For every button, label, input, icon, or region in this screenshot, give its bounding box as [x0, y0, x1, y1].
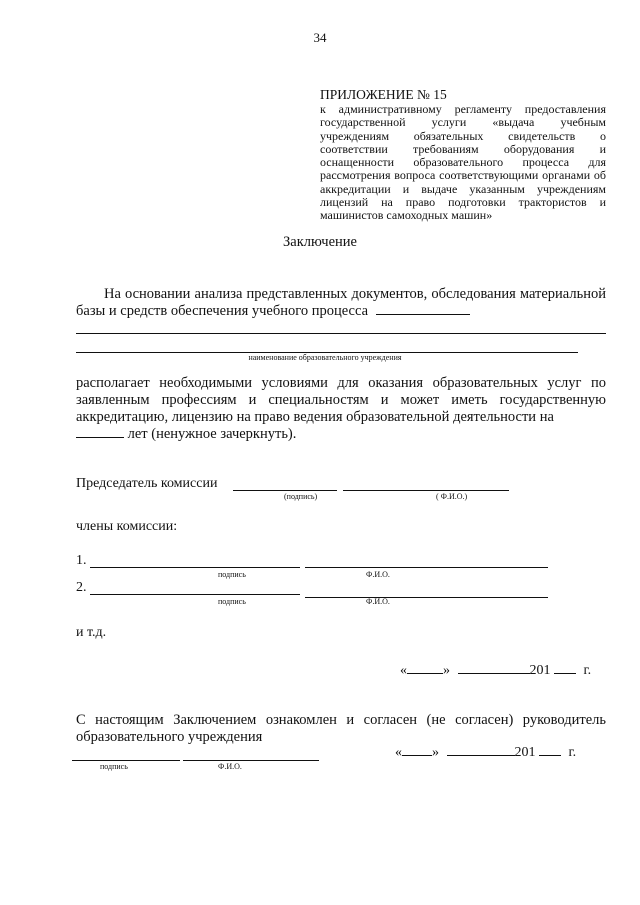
ack-date: [395, 745, 576, 761]
member-1-signature-caption: подпись: [218, 570, 246, 579]
etc-label: и т.д.: [76, 625, 107, 640]
date-year-suffix: г.: [583, 663, 592, 678]
date-year-blank[interactable]: [554, 673, 576, 674]
page-number: 34: [313, 30, 327, 45]
member-1-number: 1.: [76, 553, 87, 568]
ack-name-caption: Ф.И.О.: [218, 762, 242, 771]
ack-date-month-blank[interactable]: [447, 755, 515, 756]
main-text-part2: лет (ненужное зачеркнуть).: [127, 426, 297, 442]
member-2-signature-line[interactable]: [90, 594, 300, 595]
member-2-name-line[interactable]: [305, 597, 548, 598]
ack-date-year-suffix: г.: [568, 745, 577, 760]
date-month-blank[interactable]: [458, 673, 530, 674]
ack-date-open-quote: «: [395, 745, 402, 760]
acknowledgment-text: С настоящим Заключением ознакомлен и согласен (не согласен) руководитель образовательного учреждения: [76, 712, 606, 745]
intro-text: На основании анализа представленных документов, обследования материальной базы и средств обеспечения учебного процесса: [76, 286, 606, 319]
appendix-text: к административному регламенту предоставления государственной услуги «выдача учебным учреждениям обязательных свидетельств о соответствии требованиям оборудования и оснащенности образовательного процесса для рассмотрения вопроса соответствующими органами об аккредитации и выдаче указанным учреждениям лицензий на право подготовки трактористов и машинистов самоходных машин»: [320, 102, 606, 223]
ack-signature-line[interactable]: [72, 760, 180, 761]
member-1-name-caption: Ф.И.О.: [366, 570, 390, 579]
intro-blank-line[interactable]: [376, 314, 470, 315]
date-open-quote: «: [400, 663, 407, 678]
member-2-signature-caption: подпись: [218, 597, 246, 606]
ack-date-day-blank[interactable]: [402, 755, 432, 756]
ack-date-year-blank[interactable]: [539, 755, 561, 756]
member-2-name-caption: Ф.И.О.: [366, 597, 390, 606]
intro-paragraph: [76, 286, 606, 320]
chairman-signature-line[interactable]: [233, 490, 337, 491]
date-day-blank[interactable]: [407, 673, 443, 674]
chairman-signature-caption: (подпись): [284, 492, 318, 501]
ack-date-year-prefix: 201: [514, 745, 536, 760]
main-paragraph: [76, 375, 606, 443]
ack-signature-caption: подпись: [100, 762, 128, 771]
chairman-name-line[interactable]: [343, 490, 509, 491]
chairman-name-caption: ( Ф.И.О.): [436, 492, 468, 501]
date-close-quote: »: [443, 663, 450, 678]
main-text-part1: располагает необходимыми условиями для оказания образовательных услуг по заявленным профессиям и специальностям и может иметь государственную аккредитацию, лицензию на право ведения образовательной деятельности на: [76, 375, 606, 425]
institution-line-1[interactable]: [76, 333, 606, 334]
member-2-number: 2.: [76, 580, 87, 595]
members-label: члены комиссии:: [76, 519, 178, 534]
ack-date-close-quote: »: [432, 745, 439, 760]
member-1-name-line[interactable]: [305, 567, 548, 568]
commission-date: [400, 663, 591, 679]
years-blank-line[interactable]: [76, 437, 124, 438]
appendix-header: [320, 86, 606, 223]
institution-caption: наименование образовательного учреждения: [248, 353, 402, 362]
date-year-prefix: 201: [529, 663, 551, 678]
member-1-signature-line[interactable]: [90, 567, 300, 568]
chairman-label: Председатель комиссии: [76, 476, 218, 491]
document-title: Заключение: [283, 234, 357, 250]
ack-name-line[interactable]: [183, 760, 319, 761]
appendix-title: ПРИЛОЖЕНИЕ № 15: [320, 87, 447, 102]
